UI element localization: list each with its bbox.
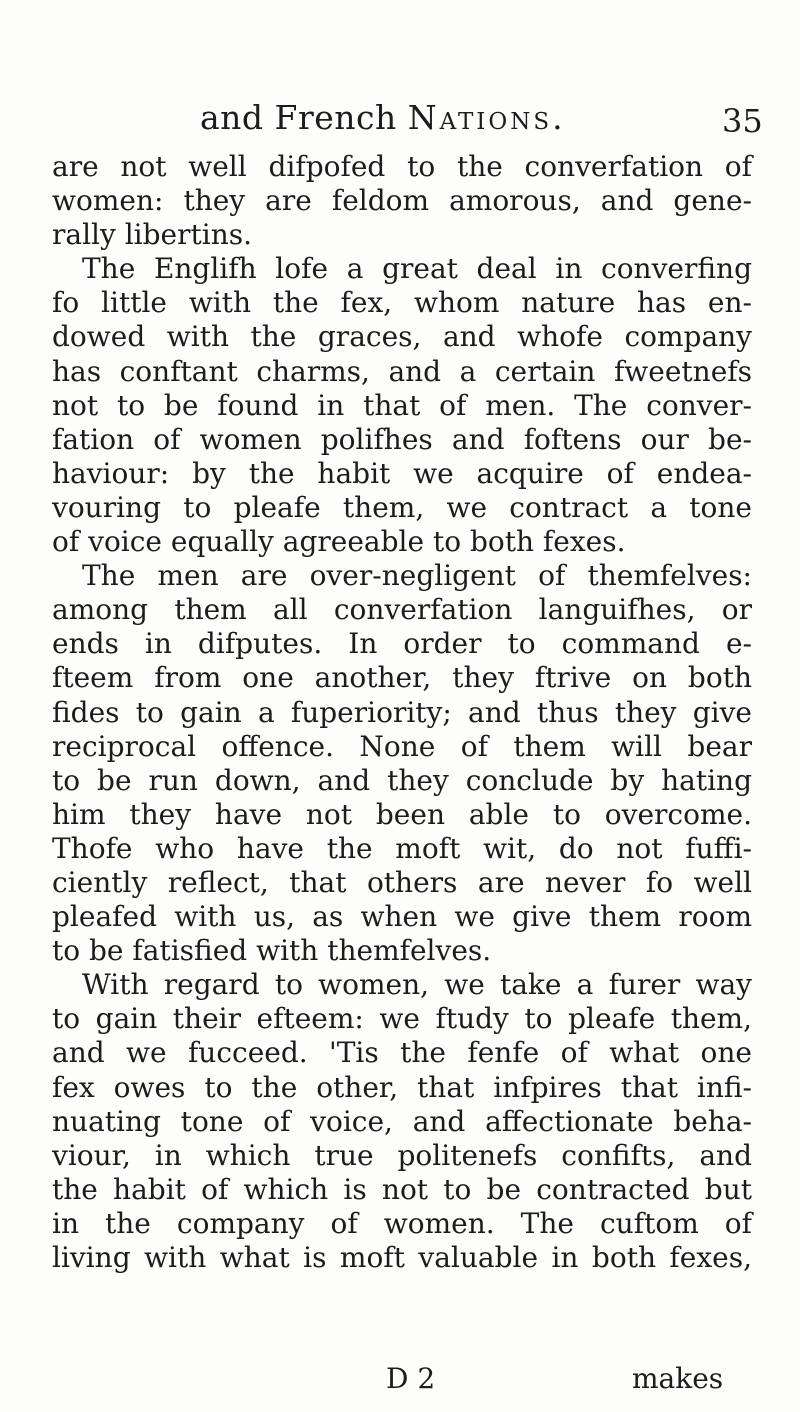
text-line: fides to gain a fuperiority; and thus they give — [52, 695, 752, 729]
text-line: living with what is moft valuable in both fexes, — [52, 1241, 752, 1274]
text-line: ends in difputes. In order to command e- — [52, 627, 752, 661]
text-line: to gain their efteem: we ftudy to pleafe them, — [52, 1002, 752, 1036]
page-footer — [0, 1362, 800, 1402]
text-line: The men are over-negligent of themfelves: — [82, 559, 752, 593]
text-line: the habit of which is not to be contracted but — [52, 1172, 752, 1206]
text-line: nuating tone of voice, and affectionate beha- — [52, 1104, 752, 1138]
page-number: 35 — [722, 102, 763, 140]
text-line: With regard to women, we take a furer way — [82, 968, 752, 1002]
text-line: to be fatisfied with themfelves. — [52, 934, 492, 968]
running-title-prefix: and French — [200, 98, 397, 137]
text-line: pleafed with us, as when we give them room — [52, 900, 752, 934]
text-line: to be run down, and they conclude by hating — [52, 763, 752, 797]
text-line: women: they are feldom amorous, and gene- — [52, 184, 752, 218]
running-head — [0, 98, 800, 148]
body-text — [52, 150, 752, 1275]
text-line: fteem from one another, they ftrive on both — [52, 661, 752, 695]
text-line: of voice equally agreeable to both fexes. — [52, 525, 626, 559]
running-title-caps: Nations. — [407, 98, 566, 137]
text-line: fation of women polifhes and foftens our be- — [52, 422, 752, 456]
text-line: viour, in which true politenefs confifts, and — [52, 1138, 752, 1172]
text-line: among them all converfation languifhes, or — [52, 593, 752, 627]
text-line: vouring to pleafe them, we contract a tone — [52, 490, 752, 524]
text-line: Thofe who have the moft wit, do not fuffi- — [52, 831, 752, 865]
text-line: dowed with the graces, and whofe company — [52, 320, 752, 354]
text-line: rally libertins. — [52, 218, 253, 252]
text-line: reciprocal offence. None of them will bear — [52, 729, 752, 763]
text-line: are not well difpofed to the converfation of — [52, 150, 752, 183]
text-line: fo little with the fex, whom nature has en- — [52, 286, 752, 320]
text-line: him they have not been able to overcome. — [52, 797, 752, 831]
text-line: ciently reflect, that others are never fo well — [52, 865, 752, 899]
text-line: has conftant charms, and a certain fweetnefs — [52, 354, 752, 388]
catchword: makes — [632, 1362, 724, 1395]
text-line: The Englifh lofe a great deal in converfing — [82, 252, 752, 286]
text-line: haviour: by the habit we acquire of endea- — [52, 456, 752, 490]
text-line: in the company of women. The cuftom of — [52, 1206, 752, 1240]
running-title — [200, 98, 566, 137]
signature-mark: D 2 — [386, 1362, 436, 1395]
text-line: and we fucceed. 'Tis the fenfe of what one — [52, 1036, 752, 1070]
text-line: not to be found in that of men. The conver- — [52, 388, 752, 422]
text-line: fex owes to the other, that infpires that infi- — [52, 1070, 752, 1104]
